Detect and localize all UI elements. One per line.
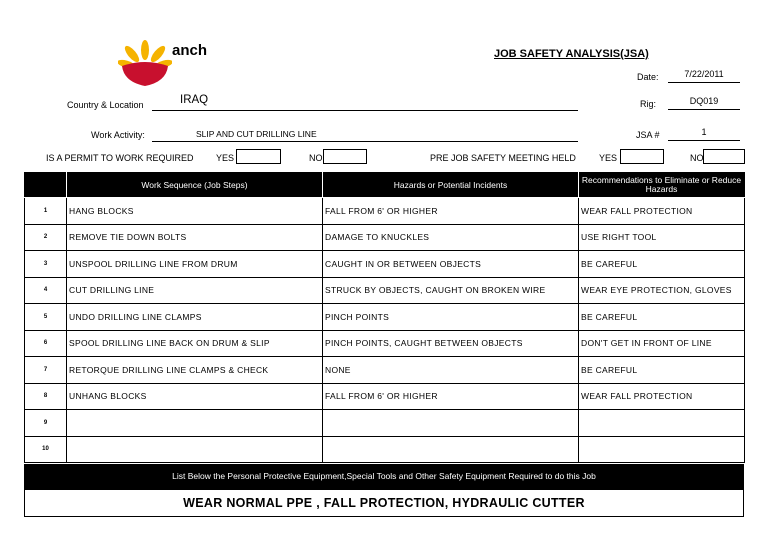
step-hazard[interactable]: STRUCK BY OBJECTS, CAUGHT ON BROKEN WIRE (323, 277, 579, 304)
step-recommendation[interactable]: BE CAREFUL (579, 304, 745, 331)
step-description[interactable]: UNSPOOL DRILLING LINE FROM DRUM (67, 251, 323, 278)
meeting-yes-label: YES (599, 153, 618, 163)
ppe-heading: List Below the Personal Protective Equipment,Special Tools and Other Safety Equipment Required to do this Job (24, 464, 744, 489)
step-recommendation[interactable]: BE CAREFUL (579, 357, 745, 384)
country-field[interactable] (152, 94, 578, 111)
step-number: 8 (25, 383, 67, 410)
step-number: 6 (25, 330, 67, 357)
column-header-hazards: Hazards or Potential Incidents (323, 173, 579, 198)
date-label: Date: (637, 72, 659, 82)
table-row (25, 410, 745, 437)
rig-label: Rig: (640, 99, 657, 109)
company-logo (118, 38, 172, 88)
work-activity-value: SLIP AND CUT DRILLING LINE (196, 129, 317, 139)
meeting-label: PRE JOB SAFETY MEETING HELD (430, 153, 576, 163)
step-hazard[interactable]: PINCH POINTS, CAUGHT BETWEEN OBJECTS (323, 330, 579, 357)
step-number: 5 (25, 304, 67, 331)
step-description[interactable]: RETORQUE DRILLING LINE CLAMPS & CHECK (67, 357, 323, 384)
permit-yes-label: YES (216, 153, 235, 163)
step-recommendation[interactable]: WEAR FALL PROTECTION (579, 383, 745, 410)
permit-label: IS A PERMIT TO WORK REQUIRED (46, 153, 194, 163)
table-row (25, 304, 745, 331)
table-row (25, 277, 745, 304)
country-label: Country & Location (67, 100, 144, 110)
step-number: 2 (25, 224, 67, 251)
step-recommendation[interactable]: WEAR FALL PROTECTION (579, 198, 745, 225)
column-header-number (25, 173, 67, 198)
step-recommendation[interactable]: BE CAREFUL (579, 251, 745, 278)
step-recommendation[interactable]: WEAR EYE PROTECTION, GLOVES (579, 277, 745, 304)
step-recommendation[interactable] (579, 436, 745, 463)
step-description[interactable]: REMOVE TIE DOWN BOLTS (67, 224, 323, 251)
step-number: 1 (25, 198, 67, 225)
step-description[interactable]: SPOOL DRILLING LINE BACK ON DRUM & SLIP (67, 330, 323, 357)
step-description[interactable]: HANG BLOCKS (67, 198, 323, 225)
date-field[interactable]: 7/22/2011 (668, 69, 740, 83)
meeting-yes-box[interactable] (620, 149, 664, 164)
step-hazard[interactable] (323, 436, 579, 463)
work-activity-field[interactable] (152, 127, 578, 142)
step-description[interactable]: UNHANG BLOCKS (67, 383, 323, 410)
country-value: IRAQ (180, 94, 209, 106)
jsa-number-field[interactable]: 1 (668, 127, 740, 141)
step-recommendation[interactable]: DON'T GET IN FRONT OF LINE (579, 330, 745, 357)
jsa-number-label: JSA # (636, 130, 660, 140)
step-recommendation[interactable]: USE RIGHT TOOL (579, 224, 745, 251)
step-description[interactable]: CUT DRILLING LINE (67, 277, 323, 304)
job-steps-table (24, 172, 745, 463)
step-hazard[interactable]: FALL FROM 6' OR HIGHER (323, 383, 579, 410)
ppe-requirements[interactable]: WEAR NORMAL PPE , FALL PROTECTION, HYDRAULIC CUTTER (24, 489, 744, 517)
table-header-row (25, 173, 745, 198)
step-description[interactable] (67, 410, 323, 437)
step-description[interactable] (67, 436, 323, 463)
step-recommendation[interactable] (579, 410, 745, 437)
step-number: 3 (25, 251, 67, 278)
rig-field[interactable]: DQ019 (668, 96, 740, 110)
company-name: anch (172, 42, 208, 59)
meeting-no-box[interactable] (703, 149, 745, 164)
table-row (25, 224, 745, 251)
step-hazard[interactable]: NONE (323, 357, 579, 384)
meeting-no-label: NO (690, 153, 704, 163)
document-title: JOB SAFETY ANALYSIS(JSA) (494, 48, 649, 60)
column-header-recommendations: Recommendations to Eliminate or Reduce Hazards (579, 173, 745, 198)
permit-no-label: NO (309, 153, 323, 163)
step-hazard[interactable]: DAMAGE TO KNUCKLES (323, 224, 579, 251)
table-row (25, 357, 745, 384)
step-hazard[interactable]: PINCH POINTS (323, 304, 579, 331)
step-description[interactable]: UNDO DRILLING LINE CLAMPS (67, 304, 323, 331)
table-row (25, 383, 745, 410)
step-number: 7 (25, 357, 67, 384)
step-number: 9 (25, 410, 67, 437)
step-hazard[interactable]: FALL FROM 6' OR HIGHER (323, 198, 579, 225)
logo-base-icon (122, 62, 168, 86)
column-header-work-sequence: Work Sequence (Job Steps) (67, 173, 323, 198)
step-hazard[interactable] (323, 410, 579, 437)
permit-yes-box[interactable] (236, 149, 281, 164)
step-number: 4 (25, 277, 67, 304)
table-row (25, 251, 745, 278)
permit-no-box[interactable] (323, 149, 367, 164)
work-activity-label: Work Activity: (91, 130, 145, 140)
table-row (25, 330, 745, 357)
table-row (25, 198, 745, 225)
step-number: 10 (25, 436, 67, 463)
table-row (25, 436, 745, 463)
step-hazard[interactable]: CAUGHT IN OR BETWEEN OBJECTS (323, 251, 579, 278)
